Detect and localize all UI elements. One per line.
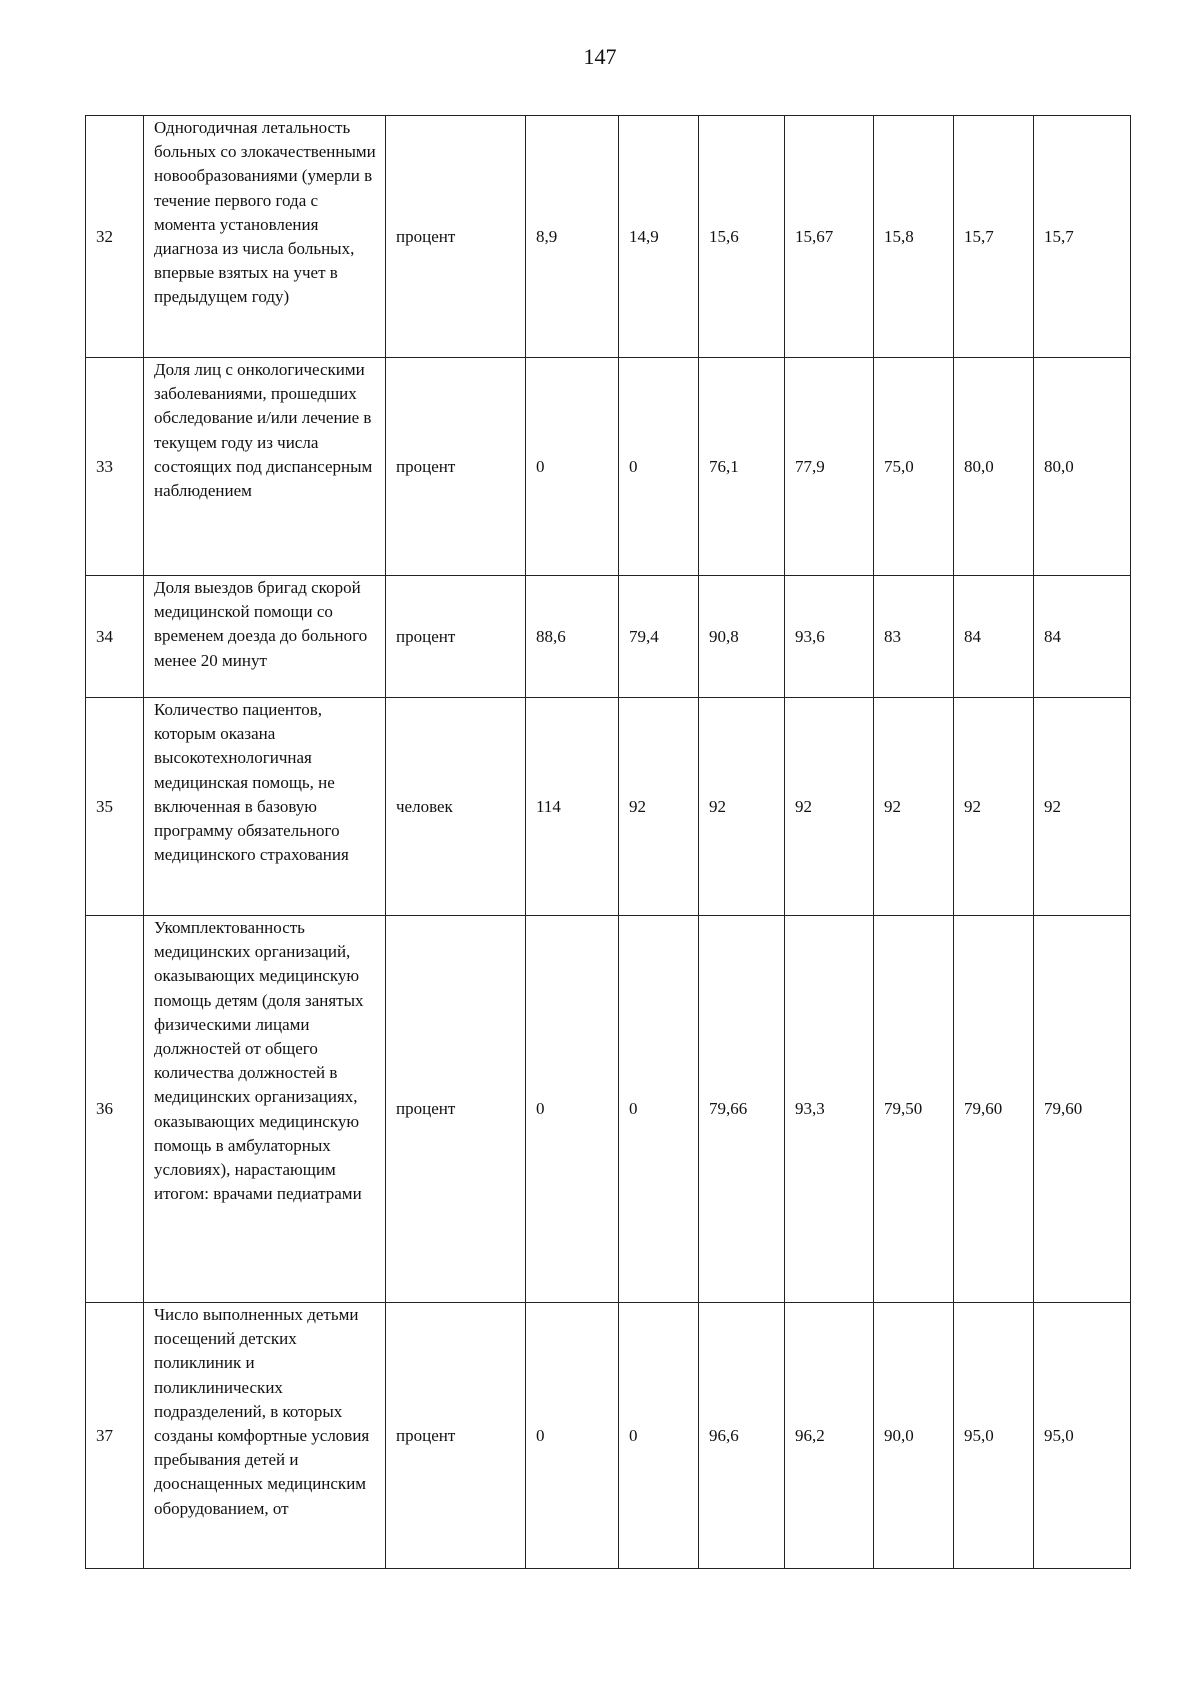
value-cell: 0 xyxy=(526,916,619,1303)
unit-cell: процент xyxy=(386,576,526,698)
indicators-table xyxy=(85,115,1131,1569)
value-cell: 92 xyxy=(1034,698,1131,916)
table-row xyxy=(86,698,1131,916)
row-number: 33 xyxy=(86,358,144,576)
table-row xyxy=(86,916,1131,1303)
row-number: 35 xyxy=(86,698,144,916)
value-cell: 0 xyxy=(619,358,699,576)
value-cell: 96,6 xyxy=(699,1303,785,1569)
value-cell: 93,6 xyxy=(785,576,874,698)
row-number: 37 xyxy=(86,1303,144,1569)
value-cell: 79,66 xyxy=(699,916,785,1303)
value-cell: 0 xyxy=(619,916,699,1303)
value-cell: 92 xyxy=(874,698,954,916)
value-cell: 79,4 xyxy=(619,576,699,698)
value-cell: 0 xyxy=(526,358,619,576)
table-row xyxy=(86,116,1131,358)
value-cell: 90,8 xyxy=(699,576,785,698)
value-cell: 88,6 xyxy=(526,576,619,698)
unit-cell: процент xyxy=(386,916,526,1303)
value-cell: 84 xyxy=(954,576,1034,698)
value-cell: 93,3 xyxy=(785,916,874,1303)
table-row xyxy=(86,1303,1131,1569)
value-cell: 84 xyxy=(1034,576,1131,698)
value-cell: 114 xyxy=(526,698,619,916)
value-cell: 15,6 xyxy=(699,116,785,358)
value-cell: 0 xyxy=(526,1303,619,1569)
value-cell: 15,7 xyxy=(1034,116,1131,358)
value-cell: 83 xyxy=(874,576,954,698)
indicator-name: Доля лиц с онкологическими заболеваниями, прошедших обследование и/или лечение в текущем году из числа состоящих под диспансерным наблюдением xyxy=(144,358,386,576)
unit-cell: процент xyxy=(386,116,526,358)
value-cell: 95,0 xyxy=(1034,1303,1131,1569)
value-cell: 15,7 xyxy=(954,116,1034,358)
page-number: 147 xyxy=(583,44,617,69)
table-row xyxy=(86,358,1131,576)
value-cell: 92 xyxy=(954,698,1034,916)
indicator-name: Одногодичная летальность больных со злокачественными новообразованиями (умерли в течение первого года с момента установления диагноза из числа больных, впервые взятых на учет в предыдущем году) xyxy=(144,116,386,358)
value-cell: 15,8 xyxy=(874,116,954,358)
value-cell: 92 xyxy=(785,698,874,916)
value-cell: 80,0 xyxy=(1034,358,1131,576)
value-cell: 76,1 xyxy=(699,358,785,576)
value-cell: 79,60 xyxy=(1034,916,1131,1303)
value-cell: 79,50 xyxy=(874,916,954,1303)
row-number: 32 xyxy=(86,116,144,358)
unit-cell: процент xyxy=(386,1303,526,1569)
value-cell: 0 xyxy=(619,1303,699,1569)
value-cell: 14,9 xyxy=(619,116,699,358)
value-cell: 75,0 xyxy=(874,358,954,576)
unit-cell: процент xyxy=(386,358,526,576)
value-cell: 77,9 xyxy=(785,358,874,576)
value-cell: 79,60 xyxy=(954,916,1034,1303)
row-number: 36 xyxy=(86,916,144,1303)
value-cell: 92 xyxy=(699,698,785,916)
value-cell: 96,2 xyxy=(785,1303,874,1569)
row-number: 34 xyxy=(86,576,144,698)
value-cell: 8,9 xyxy=(526,116,619,358)
value-cell: 92 xyxy=(619,698,699,916)
value-cell: 15,67 xyxy=(785,116,874,358)
table-row xyxy=(86,576,1131,698)
indicator-name: Укомплектованность медицинских организаций, оказывающих медицинскую помощь детям (доля занятых физическими лицами должностей от общего количества должностей в медицинских организациях, оказывающих медицинскую помощь в амбулаторных условиях), нарастающим итогом: врачами педиатрами xyxy=(144,916,386,1303)
indicator-name: Доля выездов бригад скорой медицинской помощи со временем доезда до больного менее 20 минут xyxy=(144,576,386,698)
indicator-name: Число выполненных детьми посещений детских поликлиник и поликлинических подразделений, в которых созданы комфортные условия пребывания детей и дооснащенных медицинским оборудованием, от xyxy=(144,1303,386,1569)
indicator-name: Количество пациентов, которым оказана высокотехнологичная медицинская помощь, не включенная в базовую программу обязательного медицинского страхования xyxy=(144,698,386,916)
value-cell: 90,0 xyxy=(874,1303,954,1569)
unit-cell: человек xyxy=(386,698,526,916)
value-cell: 95,0 xyxy=(954,1303,1034,1569)
value-cell: 80,0 xyxy=(954,358,1034,576)
